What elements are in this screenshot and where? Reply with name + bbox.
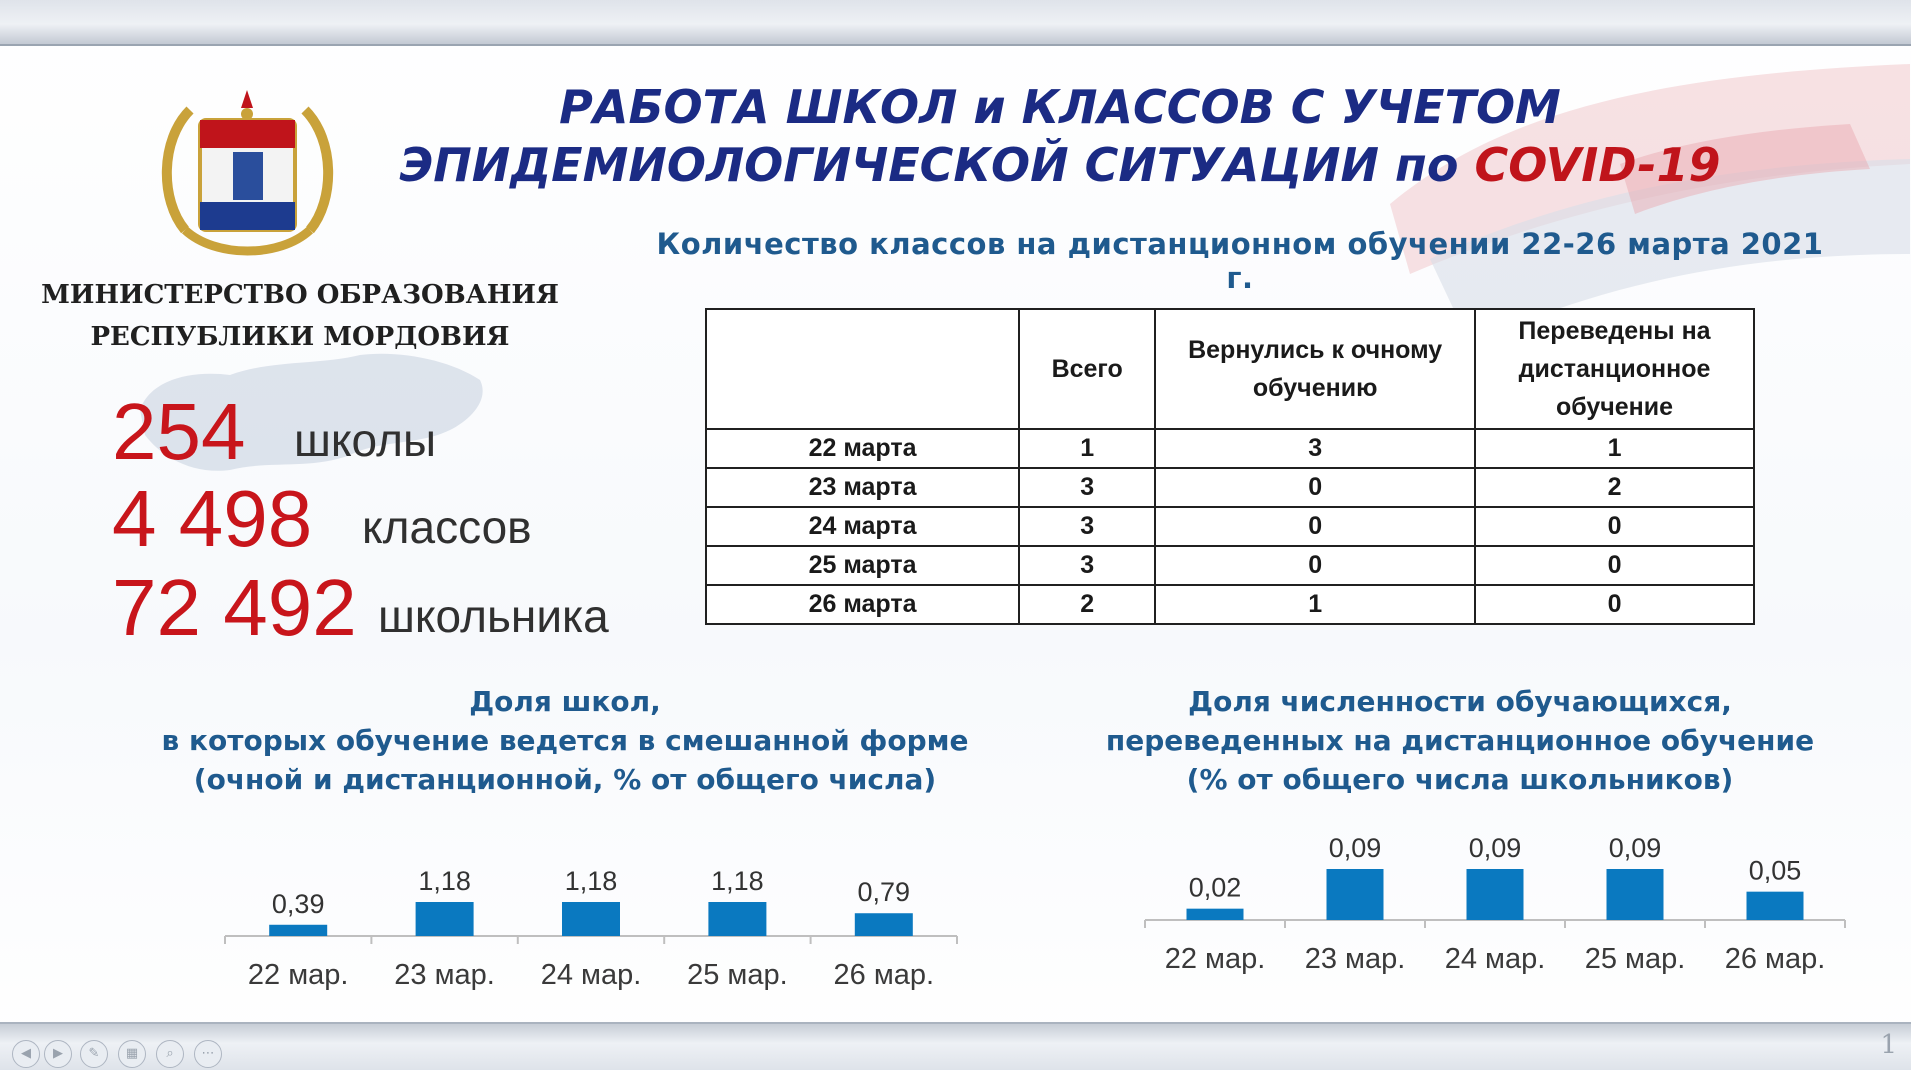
zoom-icon[interactable]: ⌕ (156, 1040, 184, 1068)
category-label: 25 мар. (687, 959, 788, 991)
pen-icon[interactable]: ✎ (80, 1040, 108, 1068)
bar (1327, 869, 1384, 920)
ministry-line-1: МИНИСТЕРСТВО ОБРАЗОВАНИЯ (41, 280, 559, 310)
stat-classes-value: 4 498 (112, 474, 313, 563)
title-covid-accent: COVID-19 (1474, 138, 1721, 192)
data-label: 0,02 (1188, 872, 1242, 903)
distance-classes-table (705, 308, 1755, 625)
stat-schools-label: школы (294, 414, 437, 466)
table-cell: 2 (1475, 468, 1754, 507)
table-cell: 3 (1019, 546, 1155, 585)
table-row (706, 546, 1754, 585)
stat-students-value: 72 492 (112, 563, 357, 652)
title-line-2-main: ЭПИДЕМИОЛОГИЧЕСКОЙ СИТУАЦИИ по (399, 138, 1459, 192)
top-frame-bar (0, 0, 1911, 46)
coat-of-arms-logo (155, 80, 340, 265)
category-label: 26 мар. (1724, 943, 1826, 975)
data-label: 1,18 (711, 866, 764, 896)
table-cell: 0 (1475, 507, 1754, 546)
chart-2-title (1090, 682, 1830, 799)
stat-classes-label: классов (362, 501, 532, 553)
table-row (706, 468, 1754, 507)
table-header-row (706, 309, 1754, 429)
bar (1747, 892, 1804, 920)
stat-schools-value: 254 (112, 387, 246, 476)
chart-1-title-line: в которых обучение ведется в смешанной форме (161, 724, 969, 757)
table-header-cell: Вернулись к очному обучению (1155, 309, 1475, 429)
table-cell: 22 марта (706, 429, 1019, 468)
title-line-1: РАБОТА ШКОЛ и КЛАССОВ С УЧЕТОМ (559, 80, 1561, 134)
page-number: 1 (1880, 1030, 1897, 1060)
title-line-2 (380, 136, 1740, 194)
table-cell: 24 марта (706, 507, 1019, 546)
more-icon[interactable]: ⋯ (194, 1040, 222, 1068)
category-label: 23 мар. (1304, 943, 1406, 975)
bar (1187, 909, 1244, 920)
chart-1-mixed-schools (225, 850, 965, 1010)
table-cell: 25 марта (706, 546, 1019, 585)
table-header-cell (706, 309, 1019, 429)
table-row (706, 429, 1754, 468)
category-label: 25 мар. (1584, 943, 1686, 975)
table-cell: 1 (1155, 585, 1475, 624)
ministry-line-2: РЕСПУБЛИКИ МОРДОВИЯ (90, 322, 510, 352)
data-label: 0,39 (271, 888, 325, 919)
back-icon[interactable]: ◀ (12, 1040, 40, 1068)
table-cell: 26 марта (706, 585, 1019, 624)
stat-students-label: школьника (378, 590, 609, 642)
table-cell: 2 (1019, 585, 1155, 624)
table-cell: 3 (1155, 429, 1475, 468)
bar (1467, 869, 1524, 920)
table-cell: 0 (1155, 507, 1475, 546)
chart-2-distance-students (1145, 825, 1850, 995)
data-label: 1,18 (418, 866, 471, 896)
bar (1607, 869, 1664, 920)
bar (562, 902, 620, 936)
bar (269, 925, 327, 936)
chart-2-title-line: Доля численности обучающихся, (1188, 685, 1732, 718)
slide-title (380, 78, 1740, 194)
table-cell: 1 (1019, 429, 1155, 468)
data-label: 0,09 (1608, 833, 1662, 863)
category-label: 24 мар. (540, 959, 642, 991)
category-label: 24 мар. (1444, 943, 1546, 975)
table-row (706, 507, 1754, 546)
chart-2-title-line: переведенных на дистанционное обучение (1105, 724, 1815, 757)
table-caption: Количество классов на дистанционном обучении 22-26 марта 2021 г. (656, 227, 1824, 295)
chart-2-title-line: (% от общего числа школьников) (1186, 763, 1734, 796)
category-label: 23 мар. (394, 959, 495, 991)
chart-1-title-line: (очной и дистанционной, % от общего числа) (193, 763, 937, 796)
data-label: 0,79 (857, 877, 911, 908)
data-label: 0,09 (1328, 833, 1382, 863)
bar (855, 913, 913, 936)
table-cell: 23 марта (706, 468, 1019, 507)
category-label: 22 мар. (247, 959, 349, 991)
chart-1-title (150, 682, 980, 799)
table-cell: 3 (1019, 468, 1155, 507)
data-label: 1,18 (564, 866, 618, 896)
table-cell: 3 (1019, 507, 1155, 546)
table-cell: 1 (1475, 429, 1754, 468)
play-icon[interactable]: ▶ (44, 1040, 72, 1068)
table-cell: 0 (1155, 546, 1475, 585)
table-cell: 0 (1475, 585, 1754, 624)
bar (416, 902, 474, 936)
ministry-name (40, 274, 560, 358)
table-cell: 0 (1475, 546, 1754, 585)
data-label: 0,09 (1468, 833, 1522, 863)
data-label: 0,05 (1748, 855, 1802, 886)
bar (708, 902, 766, 936)
bottom-frame-bar (0, 1022, 1911, 1070)
category-label: 26 мар. (833, 959, 935, 991)
category-label: 22 мар. (1164, 943, 1266, 975)
table-header-cell: Переведены на дистанционное обучение (1475, 309, 1754, 429)
table-header-cell: Всего (1019, 309, 1155, 429)
table-row (706, 585, 1754, 624)
chart-1-title-line: Доля школ, (469, 685, 661, 718)
table-cell: 0 (1155, 468, 1475, 507)
slides-icon[interactable]: ▦ (118, 1040, 146, 1068)
